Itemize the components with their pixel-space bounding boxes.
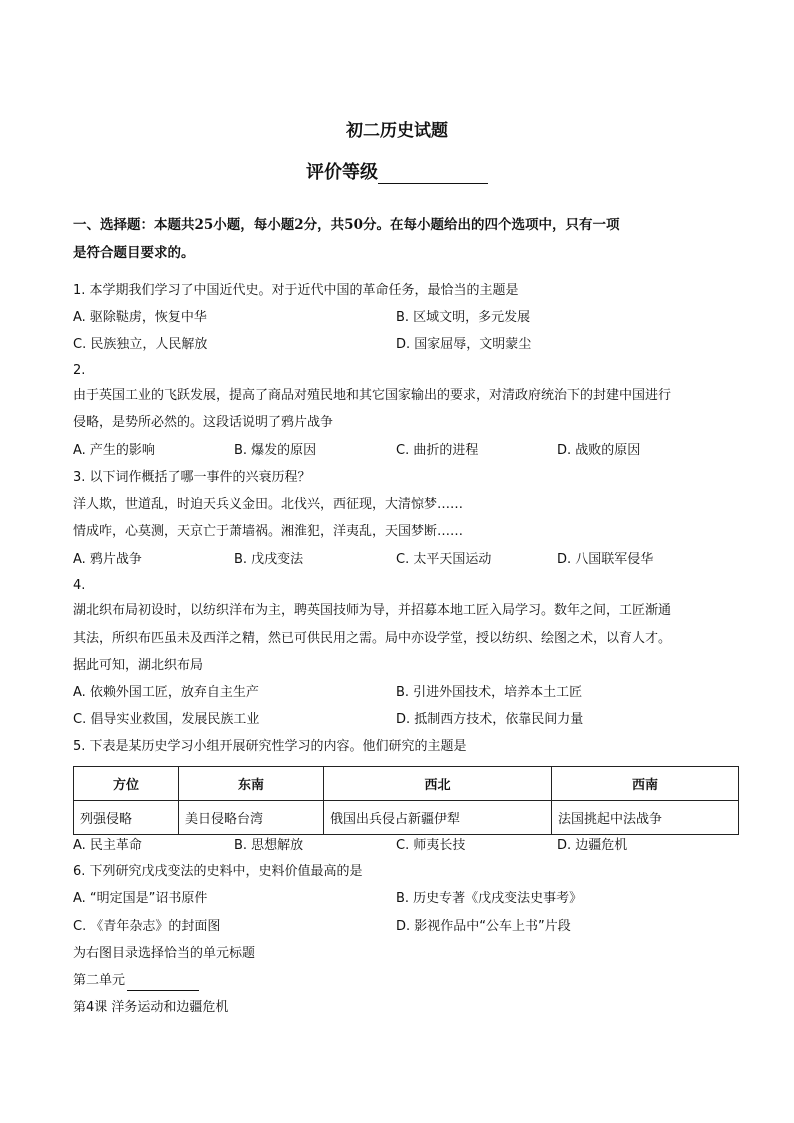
- table-header-row: [74, 767, 739, 801]
- q2-option-a: A. 产生的影响: [73, 443, 155, 458]
- table-row: [74, 801, 739, 835]
- q4-line3: 据此可知，湖北织布局: [73, 658, 204, 673]
- table-cell: 法国挑起中法战争: [552, 801, 739, 835]
- q4-option-a: A. 依赖外国工匠，放弃自主生产: [73, 685, 259, 700]
- q5-option-a: A. 民主革命: [73, 838, 142, 853]
- table-cell: 美日侵略台湾: [179, 801, 324, 835]
- q6-option-b: B. 历史专著《戊戌变法史事考》: [396, 891, 583, 906]
- q6-option-a: A. “明定国是”诏书原件: [73, 891, 208, 906]
- table-cell: 列强侵略: [74, 801, 179, 835]
- table-header-cell: 西北: [324, 767, 552, 801]
- q2-line2: 侵略，是势所必然的。这段话说明了鸦片战争: [73, 415, 334, 430]
- q3-option-d: D. 八国联军侵华: [557, 552, 654, 567]
- q7-stem: 为右图目录选择恰当的单元标题: [73, 946, 256, 961]
- table-header-cell: 西南: [552, 767, 739, 801]
- grade-blank[interactable]: [378, 165, 488, 184]
- q2-option-d: D. 战败的原因: [557, 443, 641, 458]
- table-cell: 俄国出兵侵占新疆伊犁: [324, 801, 552, 835]
- q5-stem: 5. 下表是某历史学习小组开展研究性学习的内容。他们研究的主题是: [73, 739, 467, 754]
- q3-stem: 3. 以下词作概括了哪一事件的兴衰历程？: [73, 470, 311, 485]
- q5-option-c: C. 师夷长技: [396, 838, 466, 853]
- q4-option-d: D. 抵制西方技术，依靠民间力量: [396, 712, 584, 727]
- grade-label: 评价等级: [306, 162, 378, 183]
- q3-poem-line2: 情成咋，心莫测，天京亡于萧墙祸。湘淮犯，洋夷乱，天国梦断……: [73, 524, 464, 539]
- q4-option-b: B. 引进外国技术，培养本土工匠: [396, 685, 583, 700]
- q6-stem: 6. 下列研究戊戌变法的史料中，史料价值最高的是: [73, 864, 363, 879]
- q1-option-a: A. 驱除鞑虏，恢复中华: [73, 310, 207, 325]
- q6-option-d: D. 影视作品中“公车上书”片段: [396, 919, 571, 934]
- grade-field: [0, 158, 794, 184]
- q5-option-b: B. 思想解放: [234, 838, 304, 853]
- q3-option-a: A. 鸦片战争: [73, 552, 142, 567]
- table-header-cell: 东南: [179, 767, 324, 801]
- q2-line1: 由于英国工业的飞跃发展，提高了商品对殖民地和其它国家输出的要求，对清政府统治下的封建中国进行: [73, 388, 672, 403]
- q1-option-d: D. 国家屈辱，文明蒙尘: [396, 337, 532, 352]
- section-heading-line1: 一、选择题：本题共25小题，每小题2分，共50分。在每小题给出的四个选项中，只有一项: [73, 217, 620, 233]
- q2-option-c: C. 曲折的进程: [396, 443, 479, 458]
- q7-unit-blank[interactable]: [127, 976, 199, 991]
- q6-option-c: C. 《青年杂志》的封面图: [73, 919, 221, 934]
- q7-lesson-line: 第4课 洋务运动和边疆危机: [73, 1000, 229, 1015]
- q4-line1: 湖北织布局初设时，以纺织洋布为主，聘英国技师为导，并招募本地工匠入局学习。数年之间，工匠渐通: [73, 603, 672, 618]
- q7-unit-label: 第二单元: [73, 973, 126, 988]
- q7-unit-line: [73, 971, 733, 991]
- q1-option-c: C. 民族独立，人民解放: [73, 337, 208, 352]
- q4-line2: 其法，所织布匹虽未及西洋之精，然已可供民用之需。局中亦设学堂，授以纺织、绘图之术，以育人才。: [73, 631, 672, 646]
- q3-poem-line1: 洋人欺，世道乱，时迫天兵义金田。北伐兴，西征现，大清惊梦……: [73, 497, 464, 512]
- q3-option-c: C. 太平天国运动: [396, 552, 492, 567]
- q2-option-b: B. 爆发的原因: [234, 443, 317, 458]
- page-title: 初二历史试题: [346, 121, 448, 141]
- q3-option-b: B. 戊戌变法: [234, 552, 304, 567]
- section-heading-line2: 是符合题目要求的。: [73, 245, 195, 261]
- q4-number: 4.: [73, 578, 86, 593]
- q4-option-c: C. 倡导实业救国，发展民族工业: [73, 712, 260, 727]
- q5-option-d: D. 边疆危机: [557, 838, 628, 853]
- q1-option-b: B. 区域文明，多元发展: [396, 310, 531, 325]
- q5-research-table: [73, 766, 739, 835]
- table-header-cell: 方位: [74, 767, 179, 801]
- q1-stem: 1. 本学期我们学习了中国近代史。对于近代中国的革命任务，最恰当的主题是: [73, 283, 519, 298]
- q2-number: 2.: [73, 363, 86, 378]
